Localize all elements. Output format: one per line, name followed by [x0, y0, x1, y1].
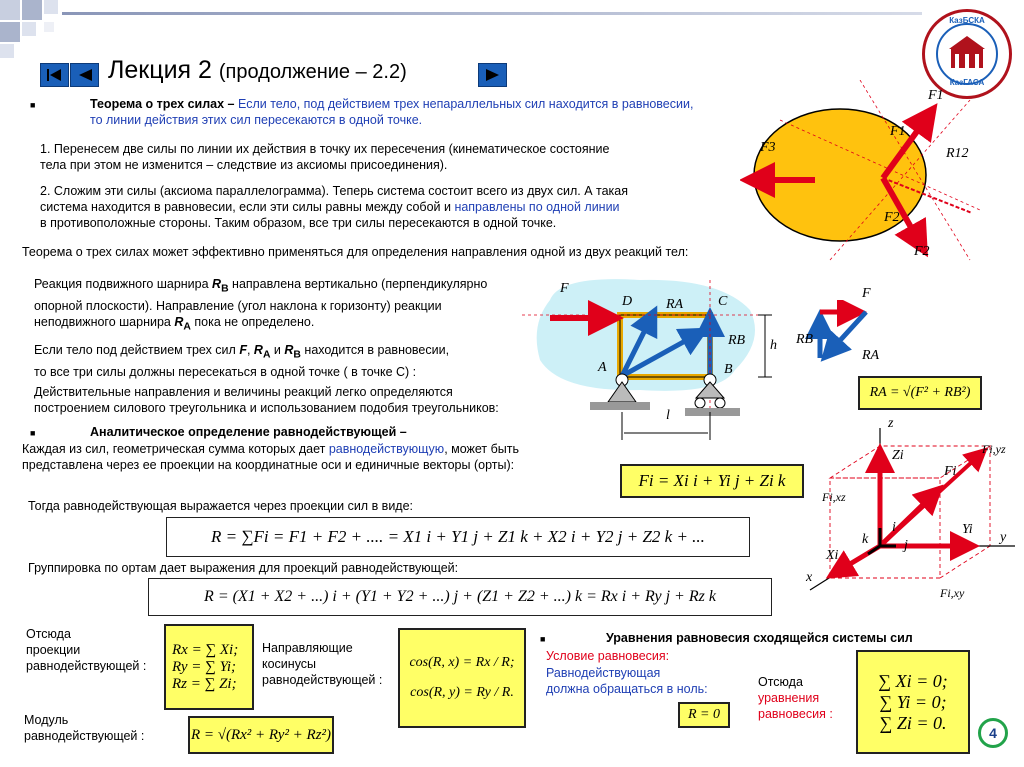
page-title: Лекция 2 (продолжение – 2.2) [108, 56, 407, 84]
label-h: h [770, 338, 777, 353]
label-z: z [888, 416, 894, 431]
header-rule [62, 12, 922, 15]
label-d: D [622, 294, 633, 309]
reaction-text: Реакция подвижного шарнира $R_B$ направлена вертикально (перпендикулярно опорной плоскости). Направление (угол наклона к горизонту) реакции неподвижного шарнира $R_A$ пока не определено. [34, 277, 488, 332]
bullet: ■ [540, 634, 546, 644]
page-number-badge: 4 [978, 718, 1008, 748]
first-slide-button[interactable] [40, 63, 69, 87]
projections-label: Отсюда проекции равнодействующей : [26, 627, 147, 673]
label-j: j [904, 538, 908, 553]
resultant-intro: Тогда равнодействующая выражается через проекции сил в виде: [28, 499, 414, 513]
label-f1-top: F1 [928, 88, 944, 103]
bullet: ■ [30, 428, 36, 438]
label-tri-rb: RB [796, 332, 814, 347]
step-2: 2. Сложим эти силы (аксиома параллелограмма). Теперь система состоит всего из двух сил. А такая система находится в равновесии, если эти силы равны между собой и направлены по одной линии в противоположные стороны. Таким образом, все три силы пересекаются в одной точке. [40, 184, 629, 230]
label-b: B [724, 362, 733, 377]
next-slide-button[interactable] [478, 63, 507, 87]
label-l: l [666, 408, 670, 423]
arrow-right-icon [479, 64, 506, 86]
formula-ra: RA = √(F² + RB²) [858, 376, 982, 410]
application-text: Теорема о трех силах может эффективно применяться для определения направления одной из двух реакций тел: [22, 245, 689, 259]
prev-slide-button[interactable] [70, 63, 99, 87]
analytic-title: Аналитическое определение равнодействующей – [90, 425, 407, 439]
hence-label: Отсюда уравнения равновесия : [758, 675, 833, 721]
label-beam-f: F [560, 281, 569, 296]
logo-text-top: КазБСКА [949, 16, 985, 25]
label-tri-ra: RA [862, 348, 880, 363]
three-forces-ellipse-diagram [740, 80, 1020, 280]
formula-r-group: R = (X1 + X2 + ...) i + (Y1 + Y2 + ...) j + (Z1 + Z2 + ...) k = Rx i + Ry j + Rz k [148, 578, 772, 616]
bullet: ■ [30, 100, 36, 110]
label-ra: RA [666, 297, 684, 312]
label-f1: F1 [890, 124, 906, 139]
skip-back-icon [41, 64, 68, 86]
modulus-label: Модуль равнодействующей : [24, 713, 145, 743]
label-yi: Yi [962, 522, 973, 537]
label-xi: Xi [826, 548, 839, 563]
label-r12: R12 [946, 146, 969, 161]
label-c: C [718, 294, 728, 309]
label-k: k [862, 532, 869, 547]
label-f2: F2 [884, 210, 900, 225]
label-zi: Zi [892, 448, 904, 463]
formula-r-sum: R = ∑Fi = F1 + F2 + .... = X1 i + Y1 j + Z1 k + X2 i + Y2 j + Z2 k + ... [166, 517, 750, 557]
label-f3: F3 [760, 140, 776, 155]
corner-decoration [0, 0, 120, 60]
equilibrium-explain: Равнодействующая должна обращаться в ноль: [546, 666, 708, 696]
triangle-text: Действительные направления и величины реакций легко определяются построением силового треугольника и использованием подобия треугольников: [34, 385, 499, 415]
label-f2-low: F2 [914, 244, 930, 259]
arrow-left-icon [71, 64, 98, 86]
step-1: 1. Перенесем две силы по линии их действия в точку их пересечения (кинематическое состояние тела при этом не изменится – следствие из аксиомы присоединения). [40, 142, 610, 172]
equilibrium-text: Если тело под действием трех сил F, $R_A$ и $R_B$ находится в равновесии, то все три силы должны пересекаться в одной точке ( в точке C) : [34, 343, 450, 379]
label-rb: RB [728, 333, 746, 348]
frame-reaction-diagram [520, 270, 790, 460]
theorem-text: Теорема о трех силах – Если тело, под действием трех непараллельных сил находится в равновесии, то линии действия этих сил пересекаются в одной точке. [90, 97, 694, 127]
formula-r-zero: R = 0 [678, 702, 730, 728]
label-a: A [598, 360, 607, 375]
analytic-text: Каждая из сил, геометрическая сумма которых дает равнодействующую, может быть представлена через ее проекции на координатные оси и единичные векторы (орты): [22, 442, 520, 472]
label-fixz: Fi,xz [822, 490, 846, 504]
label-fixy: Fi,xy [940, 586, 965, 600]
label-tri-f: F [862, 286, 871, 301]
formula-cosines: cos(R, x) = Rx / R; cos(R, y) = Ry / R. [398, 628, 526, 728]
formula-modulus: R = √(Rx² + Ry² + Rz²) [188, 716, 334, 754]
equilibrium-condition: Условие равновесия: [546, 649, 670, 663]
equilibrium-title: Уравнения равновесия сходящейся системы сил [606, 631, 913, 645]
formula-fi: Fi = Xi i + Yi j + Zi k [620, 464, 804, 498]
direction-cosines-label: Направляющие косинусы равнодействующей : [262, 641, 383, 687]
label-fi: Fi [944, 464, 957, 479]
formula-equilibrium: ∑ Xi = 0; ∑ Yi = 0; ∑ Zi = 0. [856, 650, 970, 754]
formula-projections: Rx = ∑ Xi; Ry = ∑ Yi; Rz = ∑ Zi; [164, 624, 254, 710]
logo-text-bottom: КазГАСА [949, 78, 985, 87]
label-fiyz: Fi,yz [982, 442, 1006, 456]
label-i: i [892, 520, 896, 535]
grouping-intro: Группировка по ортам дает выражения для проекций равнодействующей: [28, 561, 459, 575]
label-x: x [806, 570, 813, 585]
label-y: y [1000, 530, 1007, 545]
